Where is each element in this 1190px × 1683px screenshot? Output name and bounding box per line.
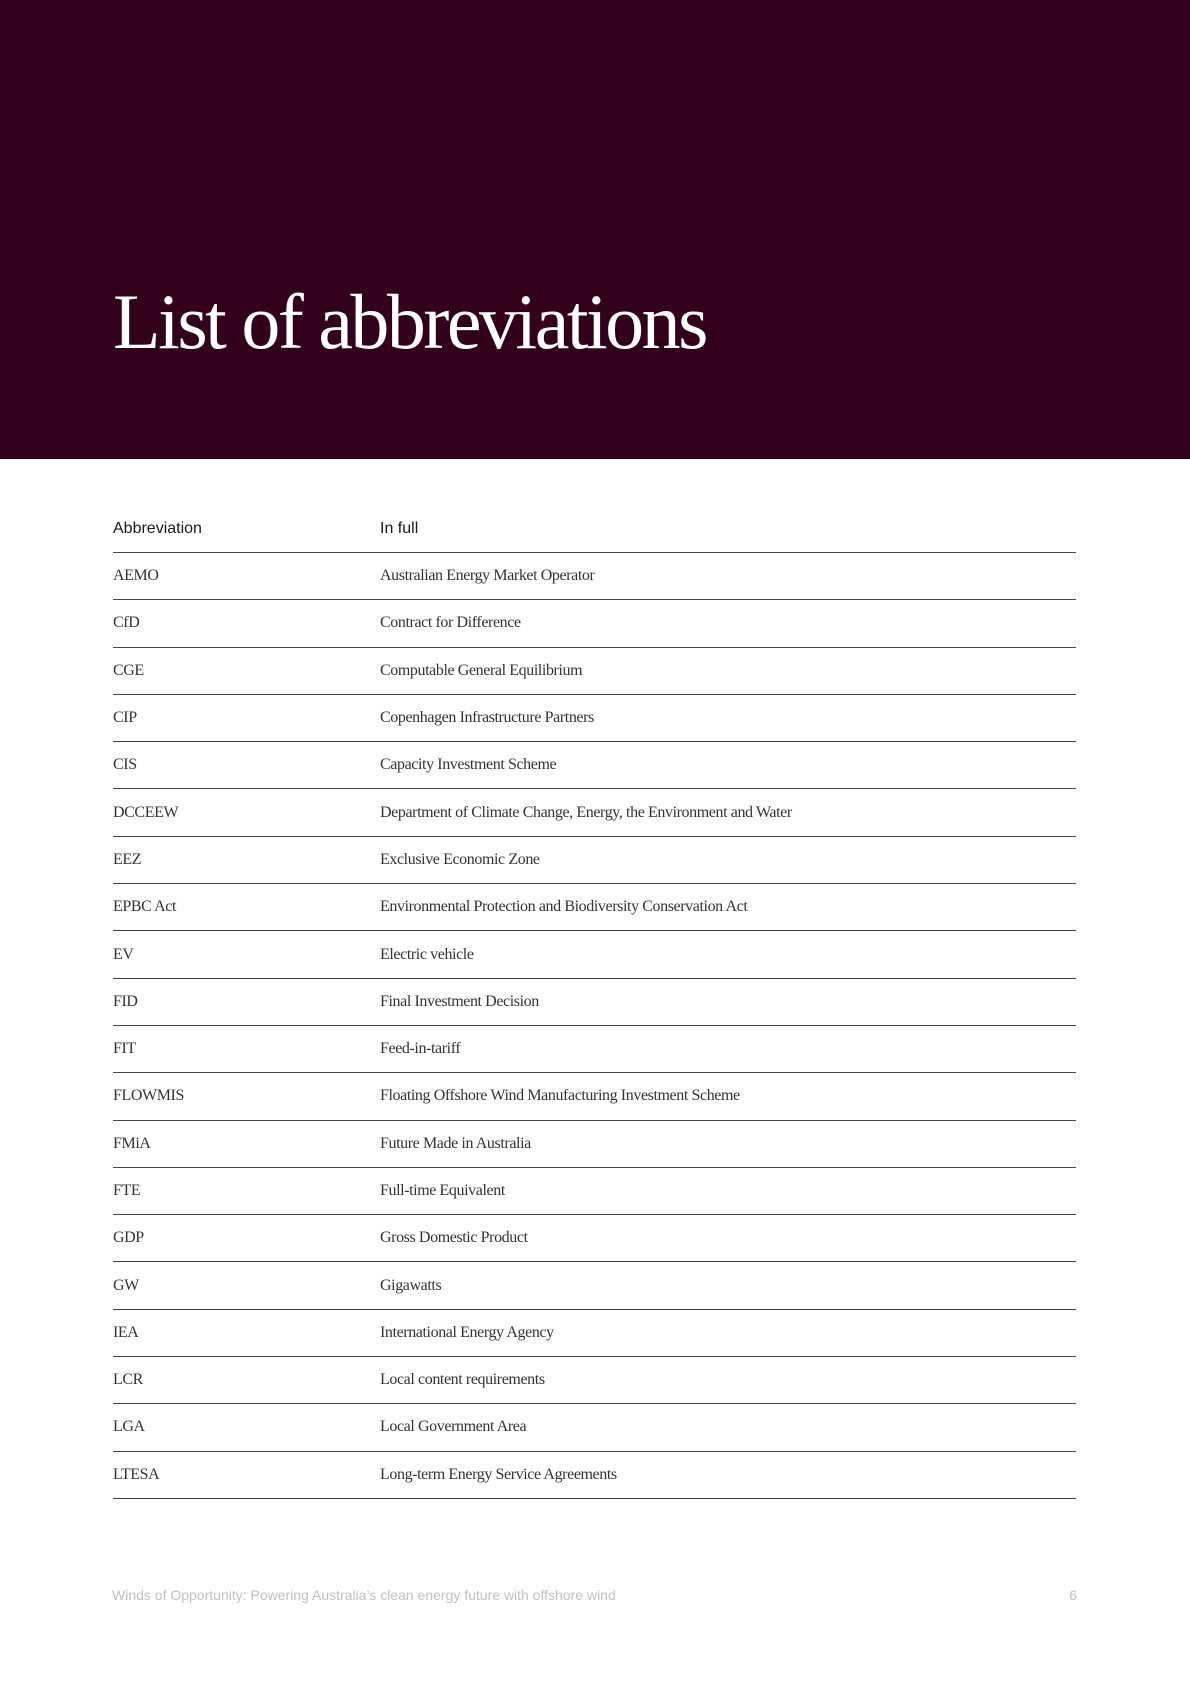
table-row bbox=[113, 1073, 1076, 1120]
abbreviation-cell: EV bbox=[113, 945, 134, 963]
in-full-cell: Computable General Equilibrium bbox=[380, 661, 583, 679]
abbreviation-cell: FID bbox=[113, 992, 138, 1010]
in-full-cell: International Energy Agency bbox=[380, 1323, 554, 1341]
table-row bbox=[113, 1404, 1076, 1451]
table-row bbox=[113, 979, 1076, 1026]
in-full-cell: Contract for Difference bbox=[380, 614, 521, 632]
table-row bbox=[113, 931, 1076, 978]
table-row bbox=[113, 1215, 1076, 1262]
table-row bbox=[113, 1026, 1076, 1073]
page-title: List of abbreviations bbox=[113, 278, 707, 365]
abbreviation-cell: GDP bbox=[113, 1229, 144, 1247]
in-full-cell: Local content requirements bbox=[380, 1371, 545, 1389]
table-row bbox=[113, 648, 1076, 695]
in-full-cell: Environmental Protection and Biodiversity Conservation Act bbox=[380, 898, 748, 916]
header-in-full: In full bbox=[380, 520, 419, 537]
in-full-cell: Local Government Area bbox=[380, 1418, 527, 1436]
table-row bbox=[113, 884, 1076, 931]
in-full-cell: Final Investment Decision bbox=[380, 992, 539, 1010]
abbreviations-table bbox=[113, 506, 1076, 1499]
abbreviation-cell: CIS bbox=[113, 756, 137, 774]
page-number: 6 bbox=[1069, 1587, 1077, 1603]
table-row bbox=[113, 742, 1076, 789]
in-full-cell: Gross Domestic Product bbox=[380, 1229, 528, 1247]
in-full-cell: Capacity Investment Scheme bbox=[380, 756, 557, 774]
abbreviation-cell: AEMO bbox=[113, 567, 159, 585]
in-full-cell: Exclusive Economic Zone bbox=[380, 850, 540, 868]
table-row bbox=[113, 1168, 1076, 1215]
table-row bbox=[113, 600, 1076, 647]
in-full-cell: Full-time Equivalent bbox=[380, 1182, 505, 1199]
abbreviation-cell: FMiA bbox=[113, 1134, 151, 1152]
table-header-row bbox=[113, 506, 1076, 553]
in-full-cell: Floating Offshore Wind Manufacturing Investment Scheme bbox=[380, 1087, 740, 1105]
abbreviation-cell: DCCEEW bbox=[113, 803, 179, 821]
abbreviation-cell: GW bbox=[113, 1276, 139, 1294]
in-full-cell: Feed-in-tariff bbox=[380, 1040, 461, 1058]
table-row bbox=[113, 695, 1076, 742]
table-row bbox=[113, 1310, 1076, 1357]
table-row bbox=[113, 789, 1076, 836]
abbreviation-cell: CGE bbox=[113, 661, 144, 679]
in-full-cell: Future Made in Australia bbox=[380, 1134, 531, 1152]
table-row bbox=[113, 1121, 1076, 1168]
table-row bbox=[113, 1452, 1076, 1499]
in-full-cell: Gigawatts bbox=[380, 1276, 442, 1294]
in-full-cell: Australian Energy Market Operator bbox=[380, 567, 595, 585]
in-full-cell: Copenhagen Infrastructure Partners bbox=[380, 709, 594, 727]
abbreviation-cell: IEA bbox=[113, 1323, 139, 1341]
abbreviation-cell: FLOWMIS bbox=[113, 1087, 184, 1105]
table-row bbox=[113, 1357, 1076, 1404]
abbreviation-cell: FTE bbox=[113, 1182, 141, 1199]
in-full-cell: Long-term Energy Service Agreements bbox=[380, 1465, 617, 1483]
table-row bbox=[113, 1262, 1076, 1309]
in-full-cell: Department of Climate Change, Energy, the Environment and Water bbox=[380, 803, 792, 821]
in-full-cell: Electric vehicle bbox=[380, 945, 474, 963]
abbreviation-cell: LTESA bbox=[113, 1465, 160, 1483]
abbreviation-cell: CfD bbox=[113, 614, 140, 632]
abbreviation-cell: EPBC Act bbox=[113, 898, 177, 916]
abbreviation-cell: FIT bbox=[113, 1040, 136, 1058]
abbreviation-cell: CIP bbox=[113, 709, 137, 727]
table-body bbox=[113, 553, 1076, 1499]
abbreviation-cell: EEZ bbox=[113, 850, 142, 868]
footer-document-title: Winds of Opportunity: Powering Australia’s clean energy future with offshore wind bbox=[112, 1587, 616, 1603]
header-abbreviation: Abbreviation bbox=[113, 520, 202, 537]
table-row bbox=[113, 553, 1076, 600]
abbreviation-cell: LGA bbox=[113, 1418, 145, 1436]
table-row bbox=[113, 837, 1076, 884]
title-banner bbox=[0, 0, 1190, 459]
abbreviation-cell: LCR bbox=[113, 1371, 143, 1389]
